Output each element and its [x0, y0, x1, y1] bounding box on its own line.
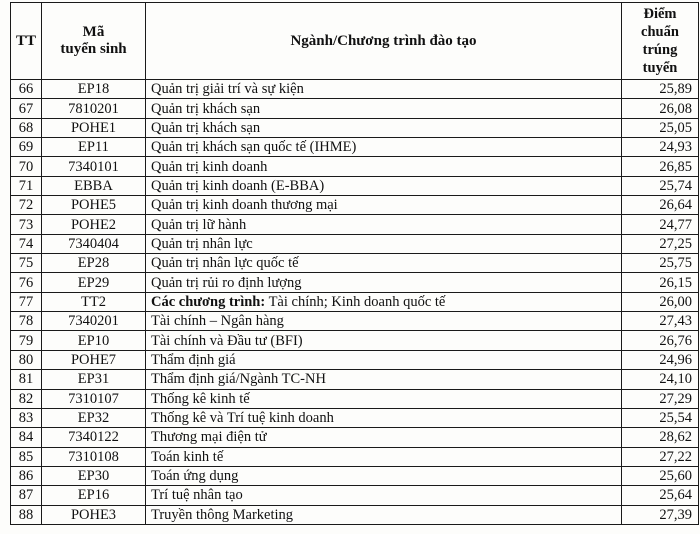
- table-row: [11, 428, 699, 447]
- cutoff-score: 25,05: [622, 118, 699, 137]
- program-name: [146, 80, 622, 99]
- table-row: [11, 80, 699, 99]
- cutoff-score: 24,96: [622, 350, 699, 369]
- program-name: [146, 292, 622, 311]
- row-number: 73: [11, 215, 42, 234]
- program-name: [146, 466, 622, 485]
- admission-code: EP30: [42, 466, 146, 485]
- cutoff-score: 26,64: [622, 196, 699, 215]
- program-name: [146, 331, 622, 350]
- admission-code: POHE2: [42, 215, 146, 234]
- program-text: Toán ứng dụng: [151, 468, 239, 485]
- table-row: [11, 466, 699, 485]
- program-name: [146, 176, 622, 195]
- row-number: 74: [11, 234, 42, 253]
- program-name: [146, 408, 622, 427]
- admission-code: TT2: [42, 292, 146, 311]
- table-row: [11, 215, 699, 234]
- cutoff-score: 27,43: [622, 312, 699, 331]
- admission-code: 7340122: [42, 428, 146, 447]
- table-row: [11, 331, 699, 350]
- table-row: [11, 292, 699, 311]
- row-number: 84: [11, 428, 42, 447]
- cutoff-score: 26,15: [622, 273, 699, 292]
- program-name: [146, 273, 622, 292]
- program-name: [146, 486, 622, 505]
- admission-code: EP31: [42, 370, 146, 389]
- cutoff-score: 28,62: [622, 428, 699, 447]
- table-row: [11, 157, 699, 176]
- row-number: 75: [11, 254, 42, 273]
- admission-code: 7340201: [42, 312, 146, 331]
- admission-code: EP29: [42, 273, 146, 292]
- header-admission-code: Mã tuyển sinh: [42, 3, 146, 80]
- program-text: Quản trị rủi ro định lượng: [151, 274, 302, 291]
- program-text: Quản trị lữ hành: [151, 216, 247, 233]
- table-row: [11, 196, 699, 215]
- header-program: Ngành/Chương trình đào tạo: [146, 3, 622, 80]
- admission-code: 7310108: [42, 447, 146, 466]
- program-text: Quản trị kinh doanh thương mại: [151, 197, 338, 214]
- program-text: Quản trị nhân lực: [151, 235, 253, 252]
- table-row: [11, 486, 699, 505]
- cutoff-score: 27,22: [622, 447, 699, 466]
- program-text: Thương mại điện tử: [151, 429, 267, 446]
- program-text: Thẩm định giá: [151, 351, 236, 368]
- program-name: [146, 350, 622, 369]
- program-text: Tài chính; Kinh doanh quốc tế: [265, 293, 446, 310]
- admission-code: EP28: [42, 254, 146, 273]
- cutoff-score: 25,89: [622, 80, 699, 99]
- cutoff-score: 25,64: [622, 486, 699, 505]
- program-name: [146, 118, 622, 137]
- table-row: [11, 408, 699, 427]
- program-text: Quản trị kinh doanh (E-BBA): [151, 177, 325, 194]
- cutoff-score: 25,75: [622, 254, 699, 273]
- admission-score-table: [10, 2, 699, 525]
- cutoff-score: 27,39: [622, 505, 699, 524]
- table-row: [11, 273, 699, 292]
- program-name: [146, 138, 622, 157]
- program-name: [146, 99, 622, 118]
- admission-code: EP11: [42, 138, 146, 157]
- row-number: 72: [11, 196, 42, 215]
- table-row: [11, 99, 699, 118]
- cutoff-score: 25,54: [622, 408, 699, 427]
- row-number: 87: [11, 486, 42, 505]
- header-cutoff-score: Điểm chuẩn trúng tuyển: [622, 3, 699, 80]
- admission-code: POHE1: [42, 118, 146, 137]
- program-name: [146, 157, 622, 176]
- program-text: Quản trị giải trí và sự kiện: [151, 81, 304, 98]
- row-number: 88: [11, 505, 42, 524]
- row-number: 79: [11, 331, 42, 350]
- row-number: 78: [11, 312, 42, 331]
- program-text: Tài chính và Đầu tư (BFI): [151, 332, 303, 349]
- cutoff-score: 24,93: [622, 138, 699, 157]
- table-row: [11, 176, 699, 195]
- admission-code: 7310107: [42, 389, 146, 408]
- admission-code: 7810201: [42, 99, 146, 118]
- program-name: [146, 505, 622, 524]
- admission-code: POHE3: [42, 505, 146, 524]
- admission-code: POHE5: [42, 196, 146, 215]
- program-name: [146, 389, 622, 408]
- program-group-label: Các chương trình:: [151, 293, 266, 310]
- program-text: Quản trị khách sạn: [151, 100, 261, 117]
- program-text: Quản trị kinh doanh: [151, 158, 268, 175]
- program-name: [146, 370, 622, 389]
- program-text: Quản trị nhân lực quốc tế: [151, 255, 299, 272]
- cutoff-score: 26,85: [622, 157, 699, 176]
- cutoff-score: 25,74: [622, 176, 699, 195]
- program-name: [146, 215, 622, 234]
- program-name: [146, 447, 622, 466]
- program-name: [146, 196, 622, 215]
- program-name: [146, 254, 622, 273]
- row-number: 71: [11, 176, 42, 195]
- program-name: [146, 428, 622, 447]
- row-number: 76: [11, 273, 42, 292]
- admission-code: EBBA: [42, 176, 146, 195]
- program-name: [146, 234, 622, 253]
- row-number: 68: [11, 118, 42, 137]
- row-number: 77: [11, 292, 42, 311]
- cutoff-score: 27,25: [622, 234, 699, 253]
- row-number: 85: [11, 447, 42, 466]
- row-number: 86: [11, 466, 42, 485]
- table-row: [11, 447, 699, 466]
- program-text: Thống kê kinh tế: [151, 390, 250, 407]
- table-row: [11, 389, 699, 408]
- cutoff-score: 24,77: [622, 215, 699, 234]
- table-header-row: [11, 3, 699, 80]
- program-text: Trí tuệ nhân tạo: [151, 487, 243, 504]
- admission-code: EP16: [42, 486, 146, 505]
- program-text: Toán kinh tế: [151, 448, 224, 465]
- row-number: 69: [11, 138, 42, 157]
- program-name: [146, 312, 622, 331]
- row-number: 66: [11, 80, 42, 99]
- row-number: 67: [11, 99, 42, 118]
- cutoff-score: 26,08: [622, 99, 699, 118]
- admission-code: EP32: [42, 408, 146, 427]
- table-row: [11, 254, 699, 273]
- program-text: Thẩm định giá/Ngành TC-NH: [151, 371, 326, 388]
- admission-code: EP10: [42, 331, 146, 350]
- cutoff-score: 26,76: [622, 331, 699, 350]
- table-row: [11, 505, 699, 524]
- cutoff-score: 25,60: [622, 466, 699, 485]
- program-text: Truyền thông Marketing: [151, 506, 294, 523]
- table-row: [11, 350, 699, 369]
- table-row: [11, 312, 699, 331]
- admission-code: POHE7: [42, 350, 146, 369]
- table-body: [11, 80, 699, 525]
- table-row: [11, 138, 699, 157]
- cutoff-score: 26,00: [622, 292, 699, 311]
- row-number: 82: [11, 389, 42, 408]
- row-number: 81: [11, 370, 42, 389]
- program-text: Tài chính – Ngân hàng: [151, 313, 284, 330]
- admission-code: 7340404: [42, 234, 146, 253]
- program-text: Thống kê và Trí tuệ kinh doanh: [151, 410, 334, 427]
- header-tt: TT: [11, 3, 42, 80]
- table-row: [11, 118, 699, 137]
- row-number: 83: [11, 408, 42, 427]
- row-number: 80: [11, 350, 42, 369]
- cutoff-score: 27,29: [622, 389, 699, 408]
- program-text: Quản trị khách sạn: [151, 119, 261, 136]
- program-text: Quản trị khách sạn quốc tế (IHME): [151, 139, 357, 156]
- table-row: [11, 234, 699, 253]
- table-row: [11, 370, 699, 389]
- admission-code: 7340101: [42, 157, 146, 176]
- row-number: 70: [11, 157, 42, 176]
- cutoff-score: 24,10: [622, 370, 699, 389]
- admission-code: EP18: [42, 80, 146, 99]
